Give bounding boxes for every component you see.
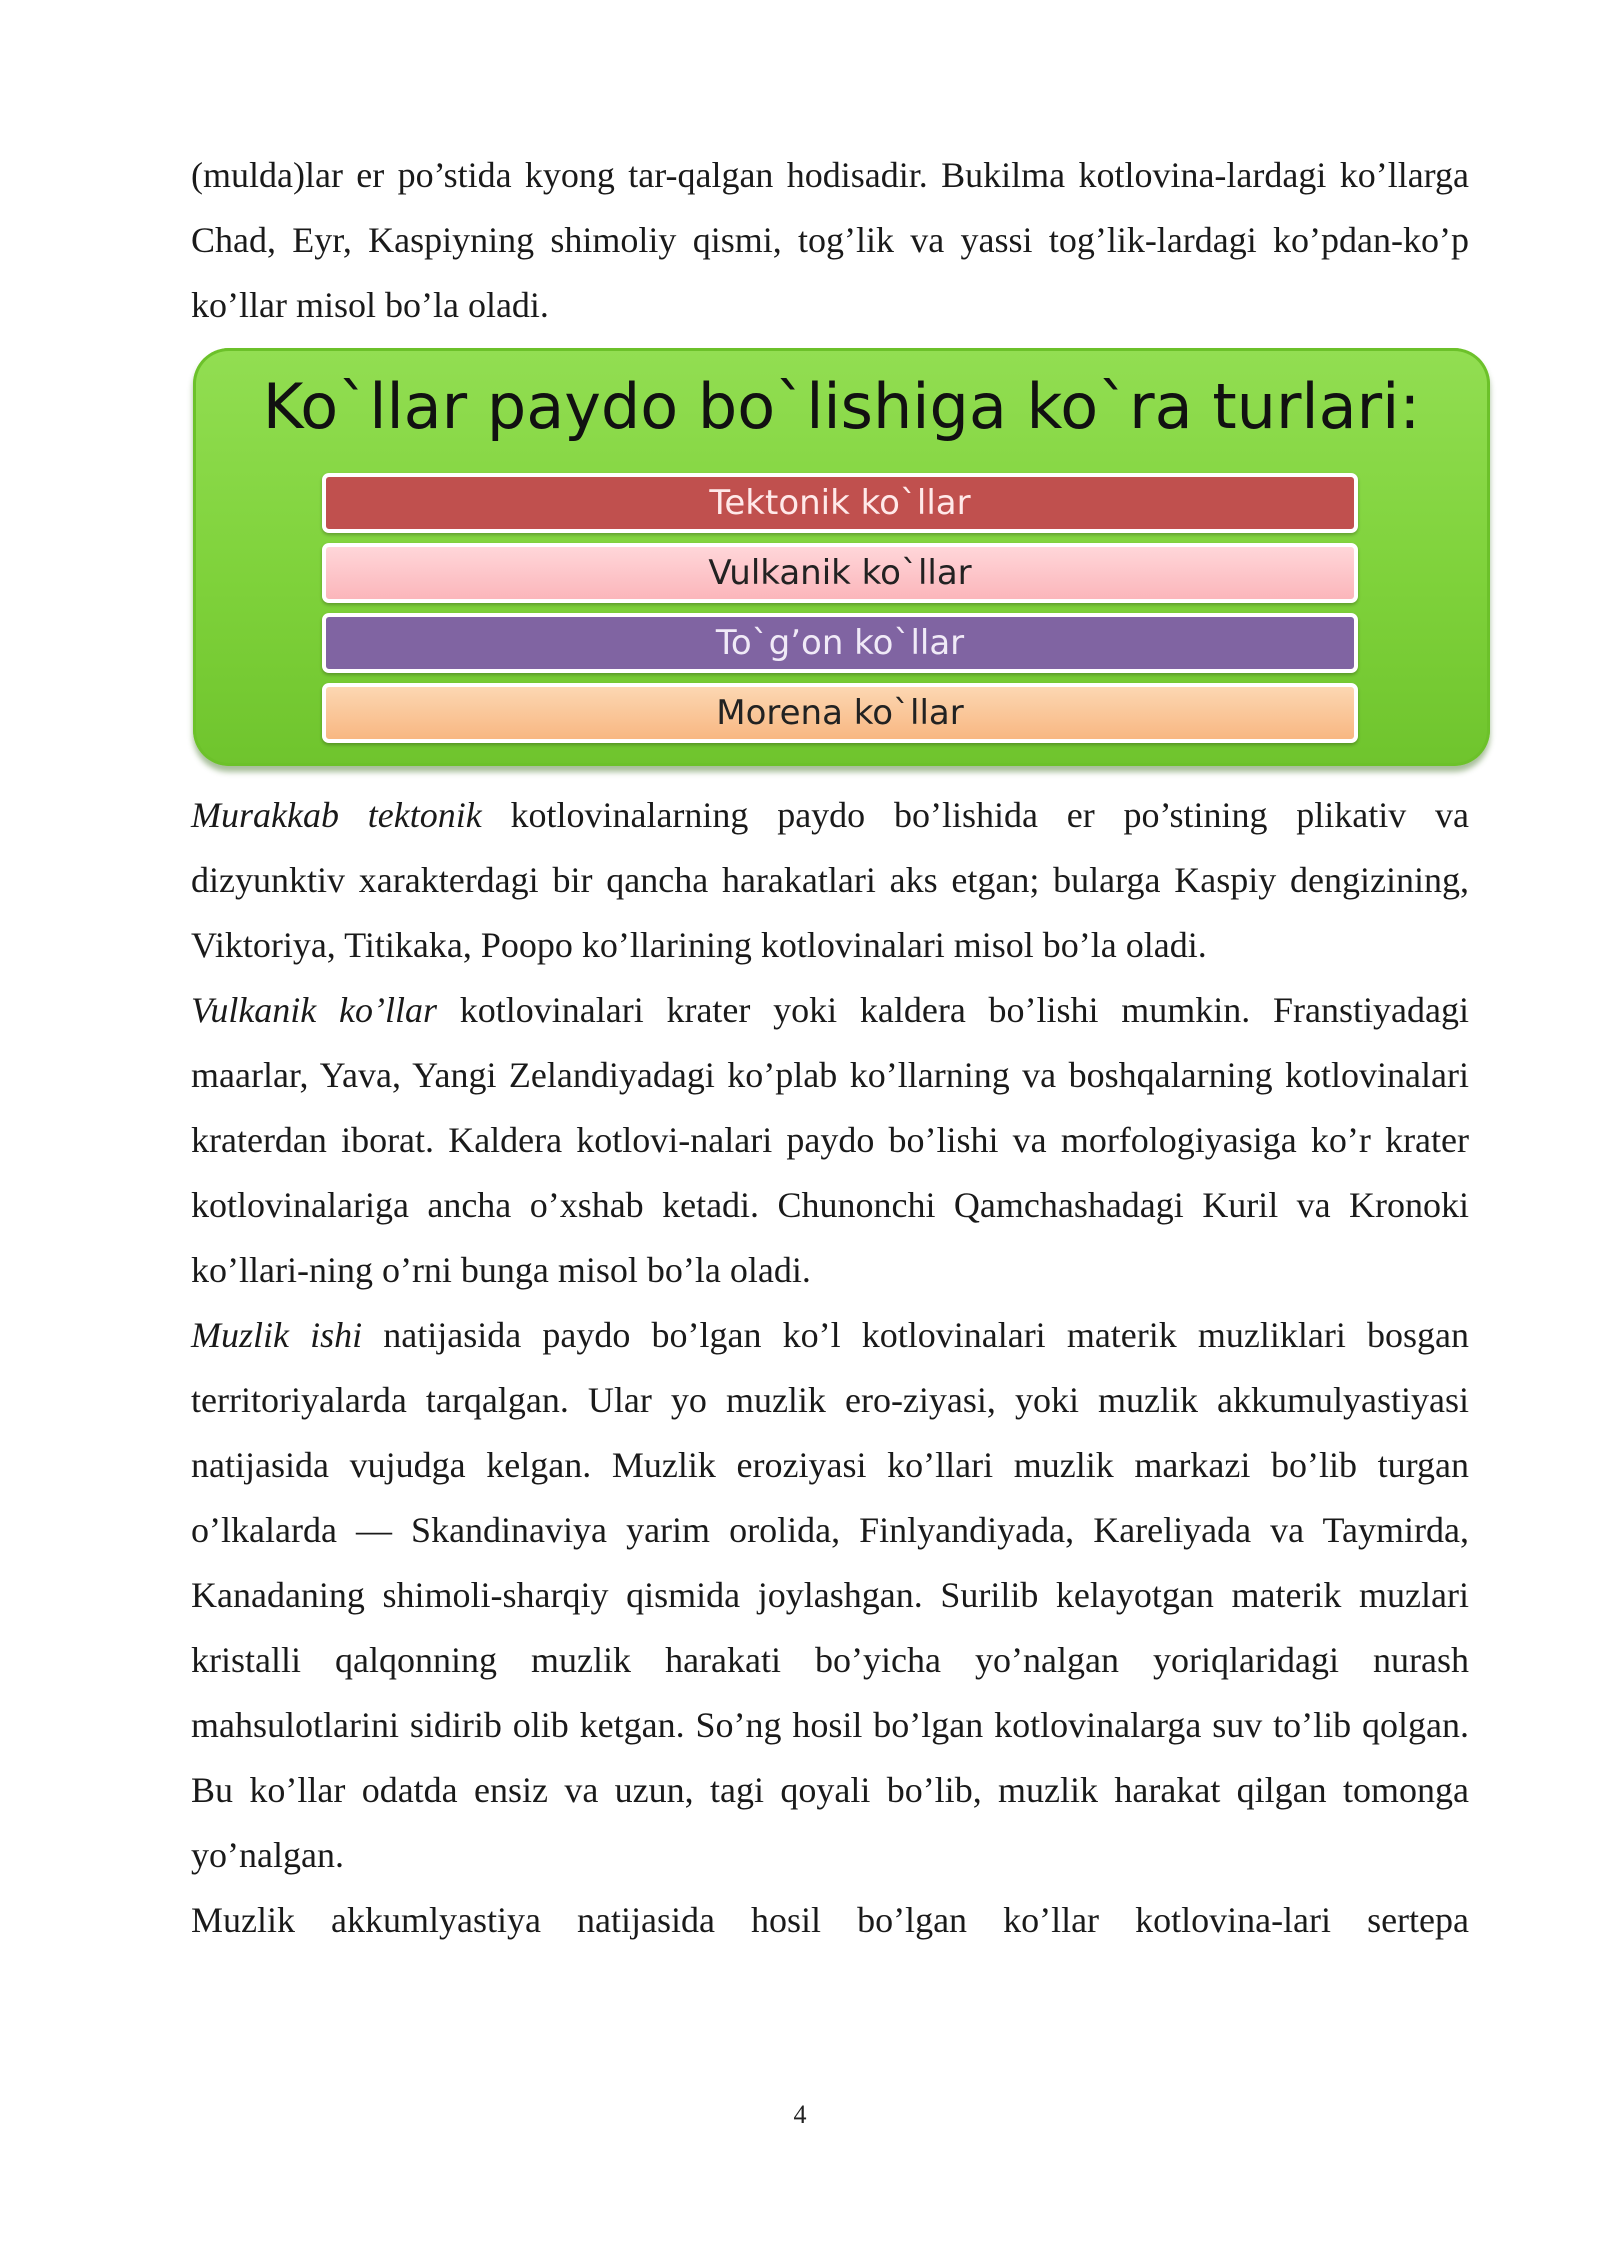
diagram-title: Ko`llar paydo bo`lishiga ko`ra turlari: [262, 370, 1421, 443]
diagram-item-volcanic: Vulkanik ko`llar [322, 543, 1358, 603]
diagram-item-tectonic: Tektonik ko`llar [322, 473, 1358, 533]
paragraph-lead: Vulkanik ko’llar [191, 990, 438, 1030]
paragraph-text: kotlovinalari krater yoki kaldera bo’lishi mumkin. Franstiyadagi maarlar, Yava, Yangi Zelandiyadagi ko’plab ko’llarning va boshqalarning kotlovinalari kraterdan iborat. Kaldera kotlovi-nalari paydo bo’lishi va morfologiyasiga ko’r krater kotlovinalariga ancha o’xshab ketadi. Chunonchi Qamchashadagi Kuril va Kronoki ko’llari-ning o’rni bunga misol bo’la oladi. [191, 990, 1469, 1290]
paragraph-text: kotlovinalarning paydo bo’lishida er po’stining plikativ va dizyunktiv xarakterdagi bir qancha harakatlari aks etgan; bularga Kaspiy dengizining, Viktoriya, Titikaka, Poopo ko’llarining kotlovinalari misol bo’la oladi. [191, 795, 1469, 965]
paragraph-accumulation: Muzlik akkumlyastiya natijasida hosil bo’lgan ko’llar kotlovina-lari sertepa [191, 1900, 1469, 1940]
diagram-item-dam: To`g’on ko`llar [322, 613, 1358, 673]
lake-types-diagram [193, 348, 1490, 766]
paragraph-complex-tectonic [191, 783, 1469, 978]
paragraph-lead: Muzlik ishi [191, 1315, 363, 1355]
paragraph-volcanic [191, 978, 1469, 1303]
paragraph-text: natijasida paydo bo’lgan ko’l kotlovinalari materik muzliklari bosgan territoriyalarda tarqalgan. Ular yo muzlik ero-ziyasi, yoki muzlik akkumulyastiyasi natijasida vujudga kelgan. Muzlik eroziyasi ko’llari muzlik markazi bo’lib turgan o’lkalarda — Skandinaviya yarim orolida, Finlyandiyada, Kareliyada va Taymirda, Kanadaning shimoli-sharqiy qismida joylashgan. Surilib kelayotgan materik muzlari kristalli qalqonning muzlik harakati bo’yicha yo’nalgan yoriqlaridagi nurash mahsulotlarini sidirib olib ketgan. So’ng hosil bo’lgan kotlovinalarga suv to’lib qolgan. Bu ko’llar odatda ensiz va uzun, tagi qoyali bo’lib, muzlik harakat qilgan tomonga yo’nalgan. [191, 1315, 1469, 1875]
text-body [191, 783, 1469, 1953]
diagram-item-moraine: Morena ko`llar [322, 683, 1358, 743]
paragraph-intro [191, 143, 1469, 338]
paragraph-intro-text: (mulda)lar er po’stida kyong tar-qalgan hodisadir. Bukilma kotlovina-lardagi ko’llarga Chad, Eyr, Kaspiyning shimoliy qismi, tog’lik va yassi tog’lik-lardagi ko’pdan-ko’p ko’llar misol bo’la oladi. [191, 155, 1469, 325]
page-number: 4 [793, 2100, 807, 2129]
paragraph-glacial [191, 1303, 1469, 1888]
paragraph-lead: Murakkab tektonik [191, 795, 482, 835]
